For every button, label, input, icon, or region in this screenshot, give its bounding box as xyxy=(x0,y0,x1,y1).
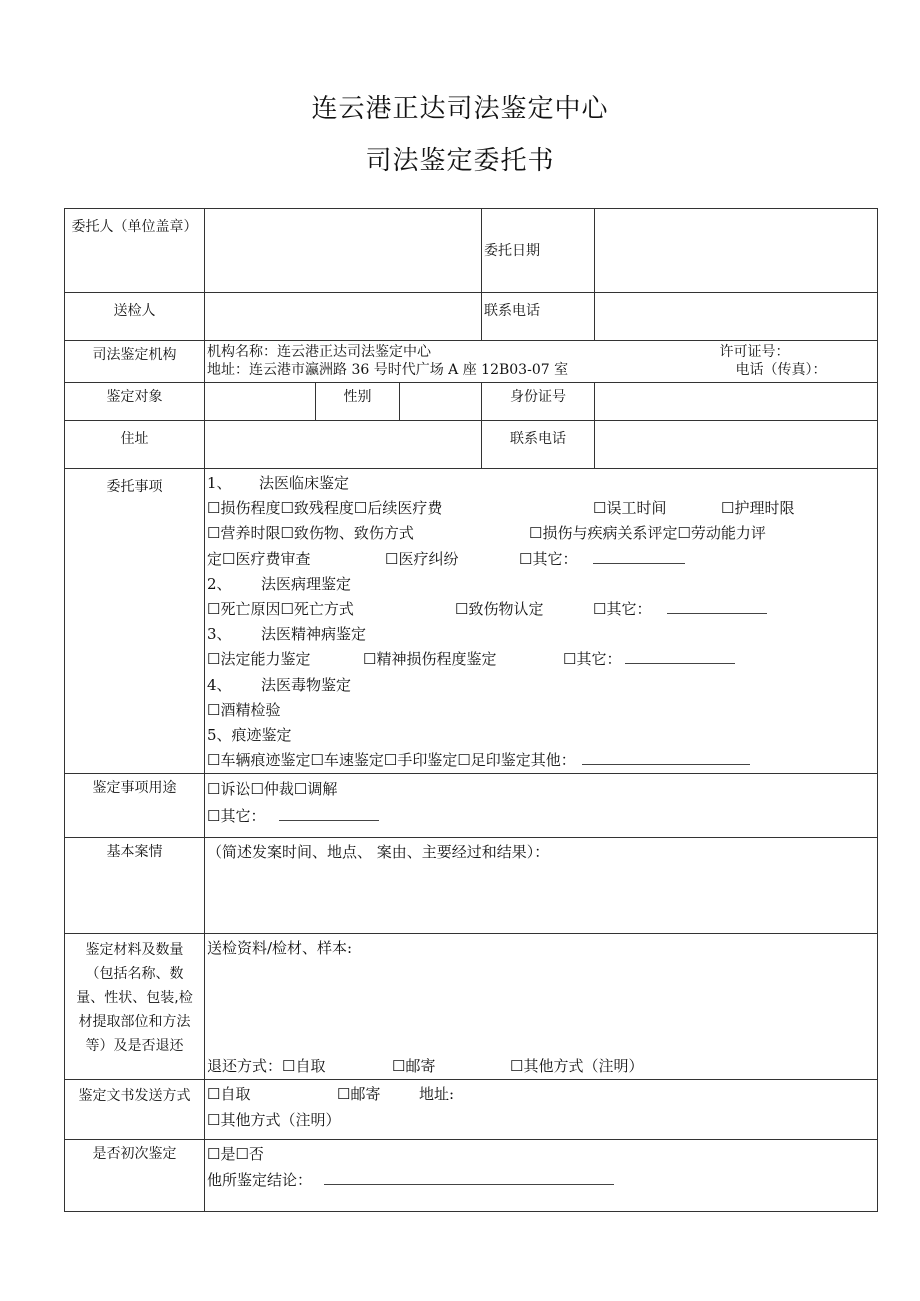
date-field[interactable] xyxy=(595,209,878,293)
institution-address: 地址：连云港市瀛洲路 36 号时代广场 A 座 12B03-07 室 xyxy=(207,362,569,378)
option-other-purpose[interactable]: ☐其它： xyxy=(207,807,266,826)
phone2-field[interactable] xyxy=(595,421,878,469)
option-injury-disease-labor[interactable]: ☐损伤与疾病关系评定☐劳动能力评 xyxy=(529,524,766,543)
fax-label: 电话（传真）： xyxy=(735,362,827,378)
option-medical-dispute[interactable]: ☐医疗纠纷 xyxy=(385,549,459,568)
other-trace-blank[interactable] xyxy=(582,750,750,765)
option-death-cause-manner[interactable]: ☐死亡原因☐死亡方式 xyxy=(207,600,354,619)
gender-field[interactable] xyxy=(400,383,482,421)
option-trace-identifications[interactable]: ☐车辆痕迹鉴定☐车速鉴定☐手印鉴定☐足印鉴定其他： xyxy=(207,751,576,770)
phone-label: 联系电话 xyxy=(482,293,595,341)
option-nutrition-weapon[interactable]: ☐营养时限☐致伤物、致伤方式 xyxy=(207,524,414,543)
commission-form xyxy=(64,208,878,1212)
option-litigation-arbitration-mediation[interactable]: ☐诉讼☐仲裁☐调解 xyxy=(207,780,338,799)
purpose-content xyxy=(205,774,878,838)
document-title: 司法鉴定委托书 xyxy=(365,146,555,176)
option-legal-capacity[interactable]: ☐法定能力鉴定 xyxy=(207,650,311,669)
subject-field[interactable] xyxy=(205,383,316,421)
case-hint: （简述发案时间、地点、 案由、主要经过和结果）： xyxy=(207,843,550,862)
matters-content xyxy=(205,469,878,774)
option-other-pathology[interactable]: ☐其它： xyxy=(593,600,652,619)
org-title: 连云港正达司法鉴定中心 xyxy=(311,94,609,124)
section2-num: 2、 xyxy=(207,574,232,593)
matters-label: 委托事项 xyxy=(65,469,205,774)
materials-text: 送检资料/检材、样本: xyxy=(207,939,353,958)
delivery-address-label: 地址: xyxy=(419,1085,455,1104)
section2-title: 法医病理鉴定 xyxy=(261,574,352,593)
residence-field[interactable] xyxy=(205,421,482,469)
section4-title: 法医毒物鉴定 xyxy=(261,675,352,694)
institution-info xyxy=(205,341,878,383)
initial-label: 是否初次鉴定 xyxy=(65,1140,205,1212)
residence-label: 住址 xyxy=(65,421,205,469)
client-field[interactable] xyxy=(205,209,482,293)
option-return-self[interactable]: ☐自取 xyxy=(282,1057,326,1076)
phone-field[interactable] xyxy=(595,293,878,341)
return-label: 退还方式： xyxy=(207,1057,283,1076)
section3-title: 法医精神病鉴定 xyxy=(261,625,367,644)
option-return-mail[interactable]: ☐邮寄 xyxy=(392,1057,436,1076)
option-other-psychiatry[interactable]: ☐其它： xyxy=(563,650,622,669)
section1-num: 1、 xyxy=(207,474,232,492)
option-delivery-other[interactable]: ☐其他方式（注明） xyxy=(207,1111,341,1130)
section4-num: 4、 xyxy=(207,675,232,694)
other-psychiatry-blank[interactable] xyxy=(625,649,735,664)
delivery-content xyxy=(205,1080,878,1140)
submitter-label: 送检人 xyxy=(65,293,205,341)
institution-label: 司法鉴定机构 xyxy=(65,341,205,383)
other-clinical-blank[interactable] xyxy=(593,549,685,564)
materials-label: 鉴定材料及数量（包括名称、数量、性状、包装,检材提取部位和方法等）及是否退还 xyxy=(65,934,205,1080)
option-return-other[interactable]: ☐其他方式（注明） xyxy=(510,1057,644,1076)
option-lost-work-time[interactable]: ☐误工时间 xyxy=(593,499,667,518)
subject-label: 鉴定对象 xyxy=(65,383,205,421)
other-conclusion-blank[interactable] xyxy=(324,1170,614,1185)
license-label: 许可证号： xyxy=(719,344,790,360)
client-label: 委托人（单位盖章） xyxy=(65,209,205,293)
submitter-field[interactable] xyxy=(205,293,482,341)
initial-content xyxy=(205,1140,878,1212)
gender-label: 性别 xyxy=(316,383,400,421)
option-delivery-self[interactable]: ☐自取 xyxy=(207,1085,251,1104)
option-yes-no[interactable]: ☐是☐否 xyxy=(207,1145,264,1164)
delivery-label: 鉴定文书发送方式 xyxy=(65,1080,205,1140)
option-nursing-period[interactable]: ☐护理时限 xyxy=(721,499,795,518)
date-label-text: 委托日期 xyxy=(484,242,541,259)
option-other-clinical[interactable]: ☐其它： xyxy=(519,549,578,568)
phone2-label: 联系电话 xyxy=(482,421,595,469)
case-content[interactable] xyxy=(205,838,878,934)
section1-title: 法医临床鉴定 xyxy=(259,474,350,492)
date-label xyxy=(482,209,595,293)
option-alcohol-test[interactable]: ☐酒精检验 xyxy=(207,700,281,719)
id-label: 身份证号 xyxy=(482,383,595,421)
purpose-label: 鉴定事项用途 xyxy=(65,774,205,838)
materials-content xyxy=(205,934,878,1080)
institution-name: 机构名称：连云港正达司法鉴定中心 xyxy=(207,344,431,360)
section3-num: 3、 xyxy=(207,625,232,644)
other-purpose-blank[interactable] xyxy=(279,806,379,821)
id-field[interactable] xyxy=(595,383,878,421)
case-label: 基本案情 xyxy=(65,838,205,934)
option-injury-disability-fees[interactable]: ☐损伤程度☐致残程度☐后续医疗费 xyxy=(207,499,443,518)
option-delivery-mail[interactable]: ☐邮寄 xyxy=(337,1085,381,1104)
other-pathology-blank[interactable] xyxy=(667,599,767,614)
section5-title: 5、痕迹鉴定 xyxy=(207,726,292,745)
other-conclusion-label: 他所鉴定结论： xyxy=(207,1171,313,1190)
option-mental-injury-degree[interactable]: ☐精神损伤程度鉴定 xyxy=(363,650,497,669)
option-weapon-identification[interactable]: ☐致伤物认定 xyxy=(455,600,544,619)
option-medical-fee-review[interactable]: 定☐医疗费审查 xyxy=(207,549,311,568)
